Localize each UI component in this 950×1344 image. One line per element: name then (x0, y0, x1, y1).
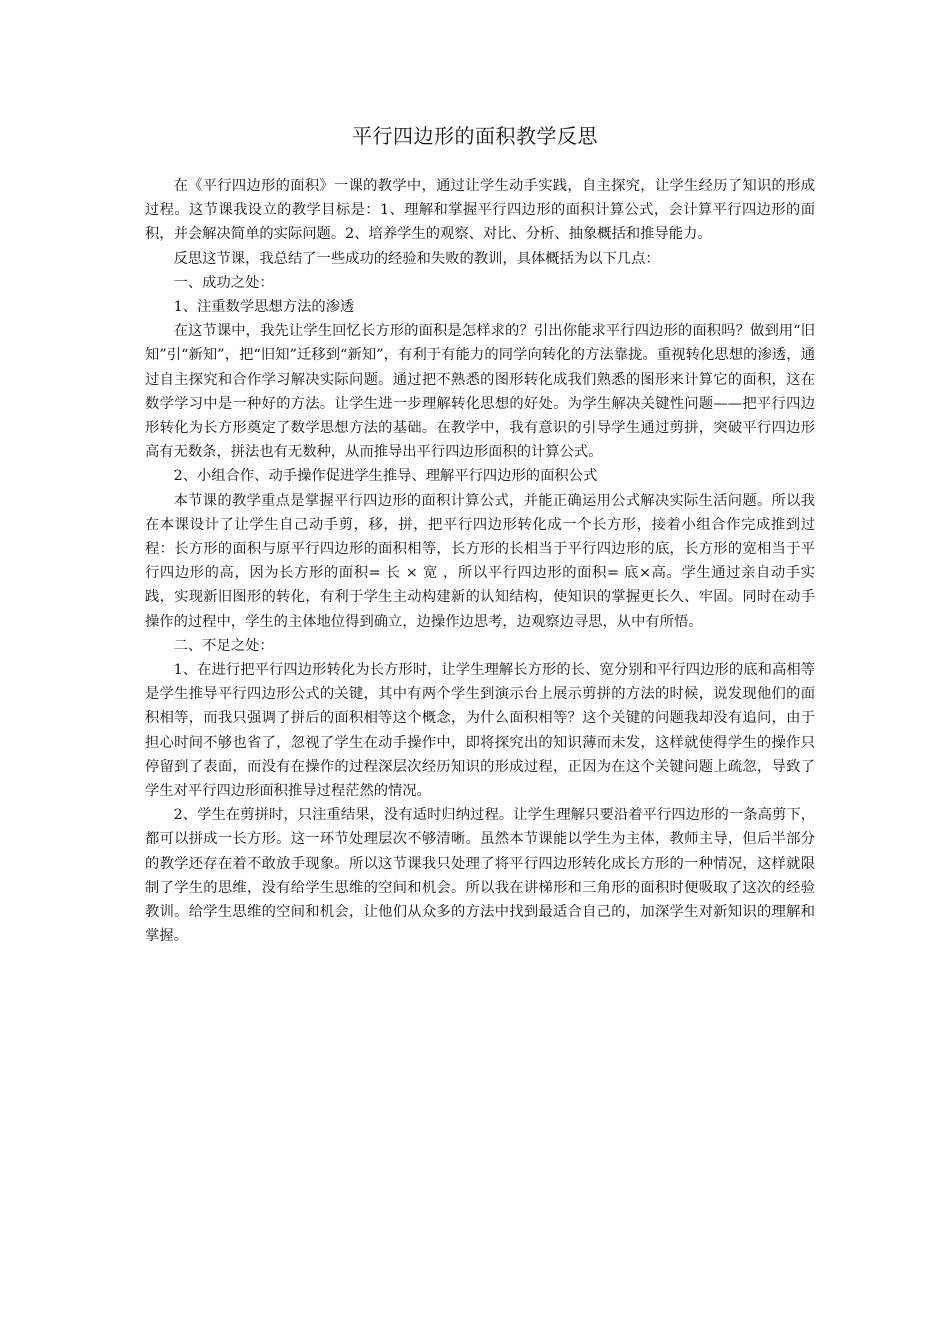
heading-shortcomings: 二、不足之处： (173, 637, 274, 654)
paragraph-shortcoming-2: 2、学生在剪拼时，只注重结果，没有适时归纳过程。让学生理解只要沿着平行四边形的一条高剪下，都可以拼成一长方形。这一环节处理层次不够清晰。虽然本节课能以学生为主体，教师主导，但后半部分的教学还存在着不敢放手现象。所以这节课我只处理了将平行四边形转化成长方形的一种情况，这样就限制了学生的思维，没有给学生思维的空间和机会。所以我在讲梯形和三角形的面积时便吸取了这次的经验教训。给学生思维的空间和机会，让他们从众多的方法中找到最适合自己的，加深学生对新知识的理解和掌握。 (145, 807, 815, 945)
paragraph-shortcoming-1: 1、在进行把平行四边形转化为长方形时，让学生理解长方形的长、宽分别和平行四边形的底和高相等是学生推导平行四边形公式的关键，其中有两个学生到演示台上展示剪拼的方法的时候，说发现他们的面积相等，而我只强调了拼后的面积相等这个概念，为什么面积相等？这个关键的问题我却没有追问，由于担心时间不够也省了，忽视了学生在动手操作中，即将探究出的知识薄而未发，这样就使得学生的操作只停留到了表面，而没有在操作的过程深层次经历知识的形成过程，正因为在这个关键问题上疏忽，导致了学生对平行四边形面积推导过程茫然的情况。 (145, 662, 815, 800)
document-body (145, 174, 815, 949)
paragraph-intro: 在《平行四边形的面积》一课的教学中，通过让学生动手实践，自主探究，让学生经历了知识的形成过程。这节课我设立的教学目标是：1、理解和掌握平行四边形的面积计算公式，会计算平行四边形的面积，并会解决简单的实际问题。2、培养学生的观察、对比、分析、抽象概括和推导能力。 (145, 178, 815, 243)
subheading-success-2: 2、小组合作、动手操作促进学生推导、理解平行四边形的面积公式 (173, 468, 598, 485)
paragraph-success-2: 本节课的教学重点是掌握平行四边形的面积计算公式，并能正确运用公式解决实际生活问题。所以我在本课设计了让学生自己动手剪，移，拼，把平行四边形转化成一个长方形，接着小组合作完成推到过程：长方形的面积与原平行四边形的面积相等，长方形的长相当于平行四边形的底，长方形的宽相当于平行四边形的高，因为长方形的面积= 长 × 宽 ，所以平行四边形的面积= 底×高。学生通过亲自动手实践，实现新旧图形的转化，有利于学生主动构建新的认知结构，使知识的掌握更长久、牢固。同时在动手操作的过程中，学生的主体地位得到确立，边操作边思考，边观察边寻思，从中有所悟。 (145, 492, 815, 630)
document-title: 平行四边形的面积教学反思 (352, 124, 598, 148)
subheading-success-1: 1、注重数学思想方法的渗透 (173, 299, 355, 316)
paragraph-success-1: 在这节课中，我先让学生回忆长方形的面积是怎样求的？引出你能求平行四边形的面积吗？做到用“旧知”引“新知”，把“旧知”迁移到“新知”，有利于有能力的同学向转化的方法靠拢。重视转化思想的渗透，通过自主探究和合作学习解决实际问题。通过把不熟悉的图形转化成我们熟悉的图形来计算它的面积，这在数学学习中是一种好的方法。让学生进一步理解转化思想的好处。为学生解决关键性问题——把平行四边形转化为长方形奠定了数学思想方法的基础。在教学中，我有意识的引导学生通过剪拼，突破平行四边形高有无数条，拼法也有无数种，从而推导出平行四边形面积的计算公式。 (145, 323, 815, 461)
paragraph-reflection-summary: 反思这节课，我总结了一些成功的经验和失败的教训，具体概括为以下几点： (173, 250, 660, 267)
heading-successes: 一、成功之处： (173, 274, 274, 291)
